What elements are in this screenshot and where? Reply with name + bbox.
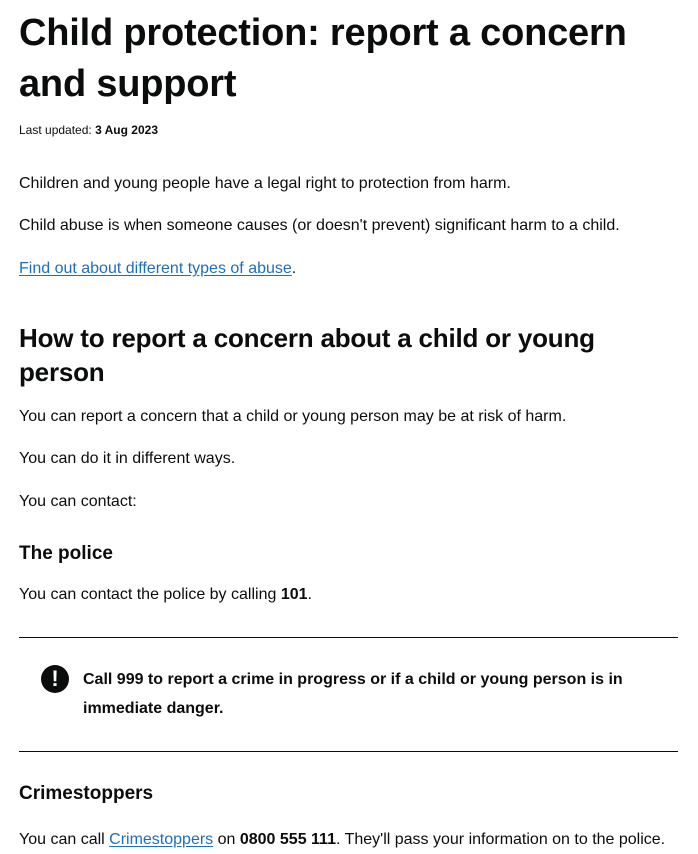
abuse-types-paragraph bbox=[19, 257, 678, 281]
police-text-end: . bbox=[307, 586, 312, 603]
warning-exclamation-icon: ! bbox=[41, 665, 69, 693]
crimestoppers-heading: Crimestoppers bbox=[19, 783, 154, 804]
last-updated-date: 3 Aug 2023 bbox=[95, 123, 158, 137]
report-paragraph-risk: You can report a concern that a child or young person may be at risk of harm. bbox=[19, 408, 567, 425]
report-paragraph-contact: You can contact: bbox=[19, 493, 137, 510]
police-number: 101 bbox=[280, 586, 308, 603]
page-title: Child protection: report a concern and support bbox=[19, 12, 627, 105]
report-paragraph-ways: You can do it in different ways. bbox=[19, 450, 236, 467]
intro-paragraph-abuse-definition: Child abuse is when someone causes (or doesn't prevent) significant harm to a child. bbox=[19, 217, 620, 234]
last-updated-label: Last updated: bbox=[19, 123, 92, 137]
crimestoppers-text-start: You can call bbox=[19, 831, 110, 848]
warning-callout bbox=[19, 637, 678, 752]
crimestoppers-text-middle: on bbox=[213, 831, 240, 848]
warning-text: Call 999 to report a crime in progress or if a child or young person is in immediate danger. bbox=[83, 671, 623, 717]
crimestoppers-paragraph bbox=[19, 825, 678, 854]
police-heading: The police bbox=[19, 543, 113, 564]
crimestoppers-number: 0800 555 111 bbox=[239, 831, 336, 848]
report-section-heading: How to report a concern about a child or young person bbox=[19, 323, 595, 387]
abuse-types-link[interactable]: Find out about different types of abuse bbox=[19, 260, 292, 277]
abuse-types-link-suffix: . bbox=[291, 260, 297, 277]
police-text: You can contact the police by calling bbox=[19, 586, 281, 603]
intro-paragraph-rights: Children and young people have a legal right to protection from harm. bbox=[19, 175, 511, 192]
last-updated bbox=[19, 122, 678, 138]
crimestoppers-text-end: . They'll pass your information on to the police. bbox=[335, 831, 666, 848]
police-paragraph bbox=[19, 583, 678, 607]
crimestoppers-link[interactable]: Crimestoppers bbox=[109, 831, 214, 848]
